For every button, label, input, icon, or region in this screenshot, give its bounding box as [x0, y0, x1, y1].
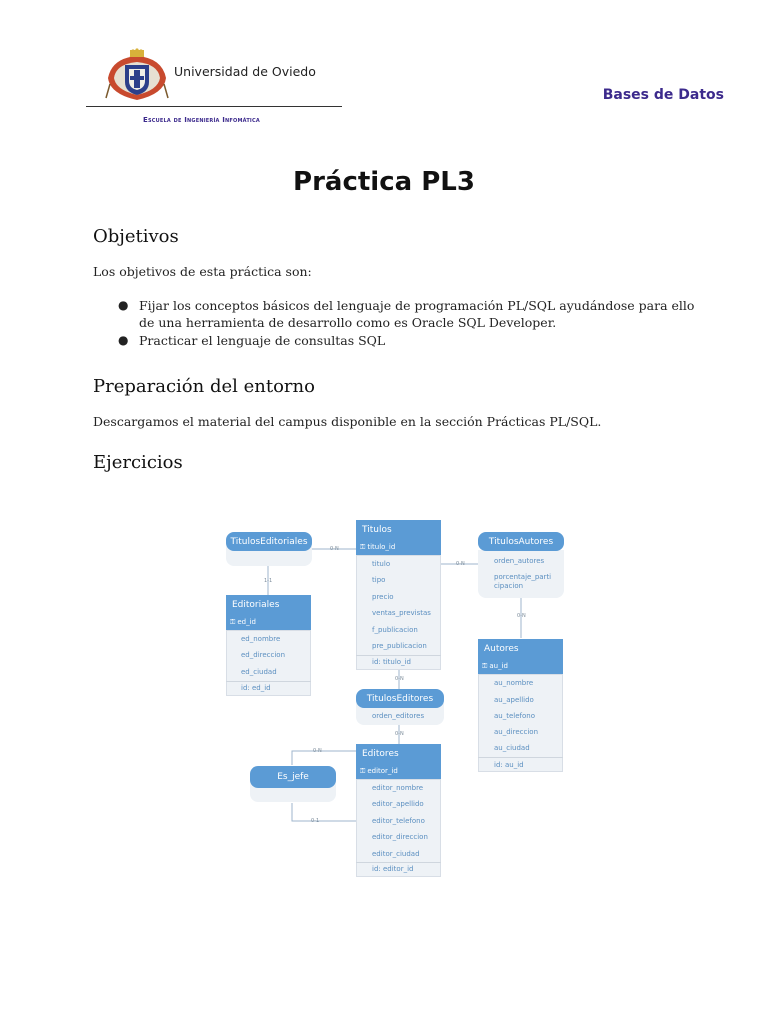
relationship-es-jefe: Es_jefe [250, 766, 336, 788]
separator [478, 757, 563, 758]
separator [226, 681, 311, 682]
cardinality-label: 0-1 [311, 818, 320, 824]
entity-id: id: au_id [494, 761, 524, 769]
field: titulo [372, 560, 391, 568]
entity-editoriales-pk [226, 614, 311, 630]
separator [356, 862, 441, 863]
field: au_apellido [494, 696, 534, 704]
objetivos-intro: Los objetivos de esta práctica son: [93, 264, 312, 279]
field: ed_direccion [241, 651, 286, 659]
entity-titulos-header: Titulos [356, 520, 441, 539]
field: au_nombre [494, 679, 534, 687]
entity-autores-pk [478, 658, 563, 674]
cardinality-label: 1-1 [264, 578, 273, 584]
field: tipo [372, 576, 386, 584]
field: orden_editores [372, 712, 425, 720]
course-name: Bases de Datos [602, 87, 724, 103]
primary-key-icon: ⚿ [230, 617, 236, 626]
cardinality-label: 0-N [395, 731, 404, 737]
field: orden_autores [494, 557, 545, 565]
field: editor_direccion [372, 833, 428, 841]
field: ed_ciudad [241, 668, 277, 676]
pk-label: titulo_id [367, 543, 396, 551]
field: ed_nombre [241, 635, 281, 643]
cardinality-label: 0-N [456, 561, 465, 567]
relationship-titulos-editores: TitulosEditores [356, 689, 444, 708]
entity-id: id: ed_id [241, 684, 271, 692]
field: editor_apellido [372, 800, 424, 808]
section-heading-ejercicios: Ejercicios [93, 452, 183, 473]
bullet-dot: ● [118, 298, 129, 312]
relationship-titulos-editoriales: TitulosEditoriales [226, 532, 312, 551]
section-heading-preparacion: Preparación del entorno [93, 376, 315, 397]
separator [356, 655, 441, 656]
field: f_publicacion [372, 626, 418, 634]
entity-id: id: editor_id [372, 865, 414, 873]
pk-label: au_id [489, 662, 508, 670]
entity-editores-header: Editores [356, 744, 441, 763]
field: editor_nombre [372, 784, 424, 792]
bullet-dot: ● [118, 333, 129, 347]
objetivos-bullet-1: Fijar los conceptos básicos del lenguaje de programación PL/SQL ayudándose para ello de una herramienta de desarrollo como es Oracle SQL Developer. [139, 298, 695, 330]
school-name-text: Escuela de Ingeniería Infomática [143, 116, 260, 124]
relationship-titulos-autores: TitulosAutores [478, 532, 564, 551]
entity-id: id: titulo_id [372, 658, 411, 666]
cardinality-label: 0-N [395, 676, 404, 682]
field: ventas_previstas [372, 609, 431, 617]
entity-editores-pk [356, 763, 441, 779]
preparacion-text: Descargamos el material del campus disponible en la sección Prácticas PL/SQL. [93, 414, 602, 429]
primary-key-icon: ⚿ [360, 766, 366, 775]
field: cipacion [494, 582, 524, 590]
pk-label: ed_id [237, 618, 256, 626]
cardinality-label: 0-N [313, 748, 322, 754]
objetivos-bullet-2: Practicar el lenguaje de consultas SQL [139, 333, 386, 348]
field: editor_telefono [372, 817, 425, 825]
university-name: Universidad de Oviedo [174, 64, 316, 79]
field: precio [372, 593, 394, 601]
field: porcentaje_parti [494, 573, 552, 581]
field: editor_ciudad [372, 850, 420, 858]
entity-autores-header: Autores [478, 639, 563, 658]
field: pre_publicacion [372, 642, 427, 650]
entity-titulos-pk [356, 539, 441, 555]
cardinality-label: 0-N [330, 546, 339, 552]
field: au_direccion [494, 728, 539, 736]
entity-editoriales-header: Editoriales [226, 595, 311, 614]
primary-key-icon: ⚿ [482, 661, 488, 670]
primary-key-icon: ⚿ [360, 542, 366, 551]
cardinality-label: 0-N [517, 613, 526, 619]
field: au_ciudad [494, 744, 530, 752]
field: au_telefono [494, 712, 535, 720]
section-heading-objetivos: Objetivos [93, 226, 179, 247]
pk-label: editor_id [367, 767, 398, 775]
page-title: Práctica PL3 [293, 167, 475, 197]
